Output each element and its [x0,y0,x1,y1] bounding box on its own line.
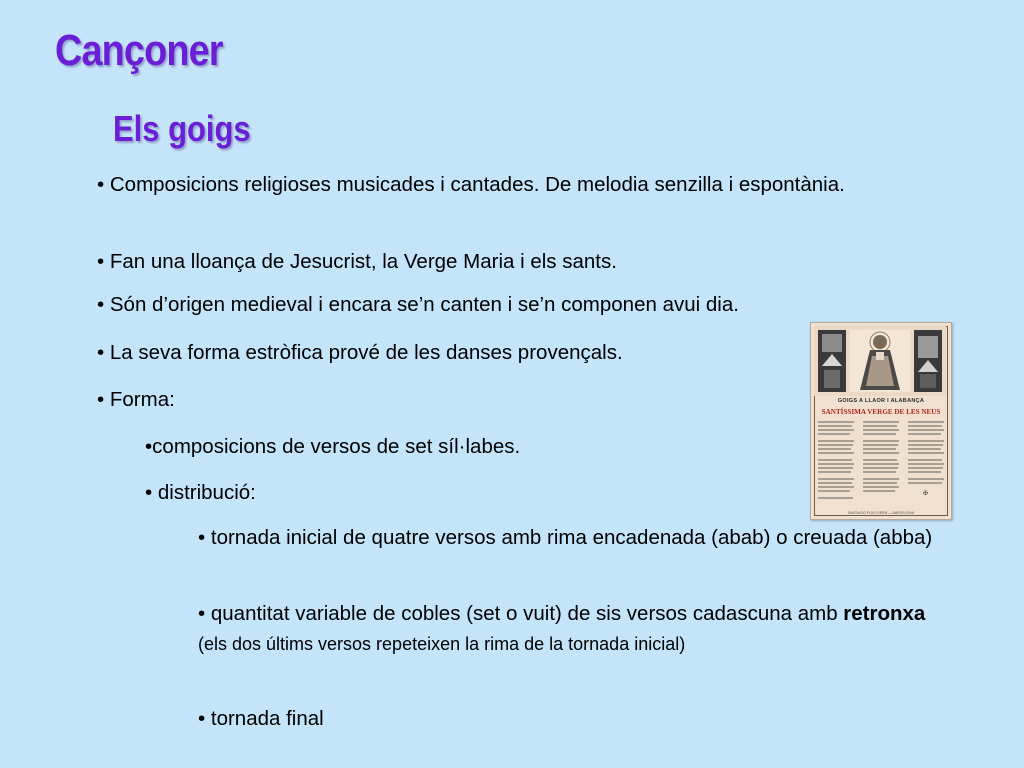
bullet-versos-set-sillabes: •composicions de versos de set síl·labes. [145,435,521,458]
svg-text:✠: ✠ [923,491,929,497]
bullet-tornada-inicial: • tornada inicial de quatre versos amb rima encadenada (abab) o creuada (abba) [198,526,933,549]
bullet-forma-estrofica: • La seva forma estròfica prové de les danses provençals. [97,341,623,364]
poster-verse-columns [818,419,944,505]
poster-illustration [814,326,946,396]
bullet-origen-medieval: • Són d’origen medieval i encara se’n canten i se’n componen avui dia. [97,293,739,316]
bullet-distribucio: • distribució: [145,481,256,504]
bullet-cobles [198,599,958,659]
bullet-composicions: • Composicions religioses musicades i cantades. De melodia senzilla i espontània. [97,173,845,196]
slide-title: Cançoner [55,26,223,75]
poster-subheading: SANTÍSSIMA VERGE DE LES NEUS [821,407,941,416]
retronxa-explanation: (els dos últims versos repeteixen la rima de la tornada inicial) [198,634,686,654]
poster-footer: SANTIAGO PUIG ISERN — BARCELONA [847,511,915,515]
poster-heading: GOIGS A LLAOR I ALABANÇA [837,398,925,404]
bullet-forma: • Forma: [97,388,175,411]
bullet-cobles-text: • quantitat variable de cobles (set o vuit) de sis versos cadascuna amb [198,602,844,625]
bullet-lloanca: • Fan una lloança de Jesucrist, la Verge Maria i els sants. [97,250,617,273]
bullet-tornada-final: • tornada final [198,707,324,730]
retronxa-term: retronxa [843,602,926,625]
goig-poster-image [810,322,952,520]
slide-subtitle: Els goigs [113,108,251,149]
